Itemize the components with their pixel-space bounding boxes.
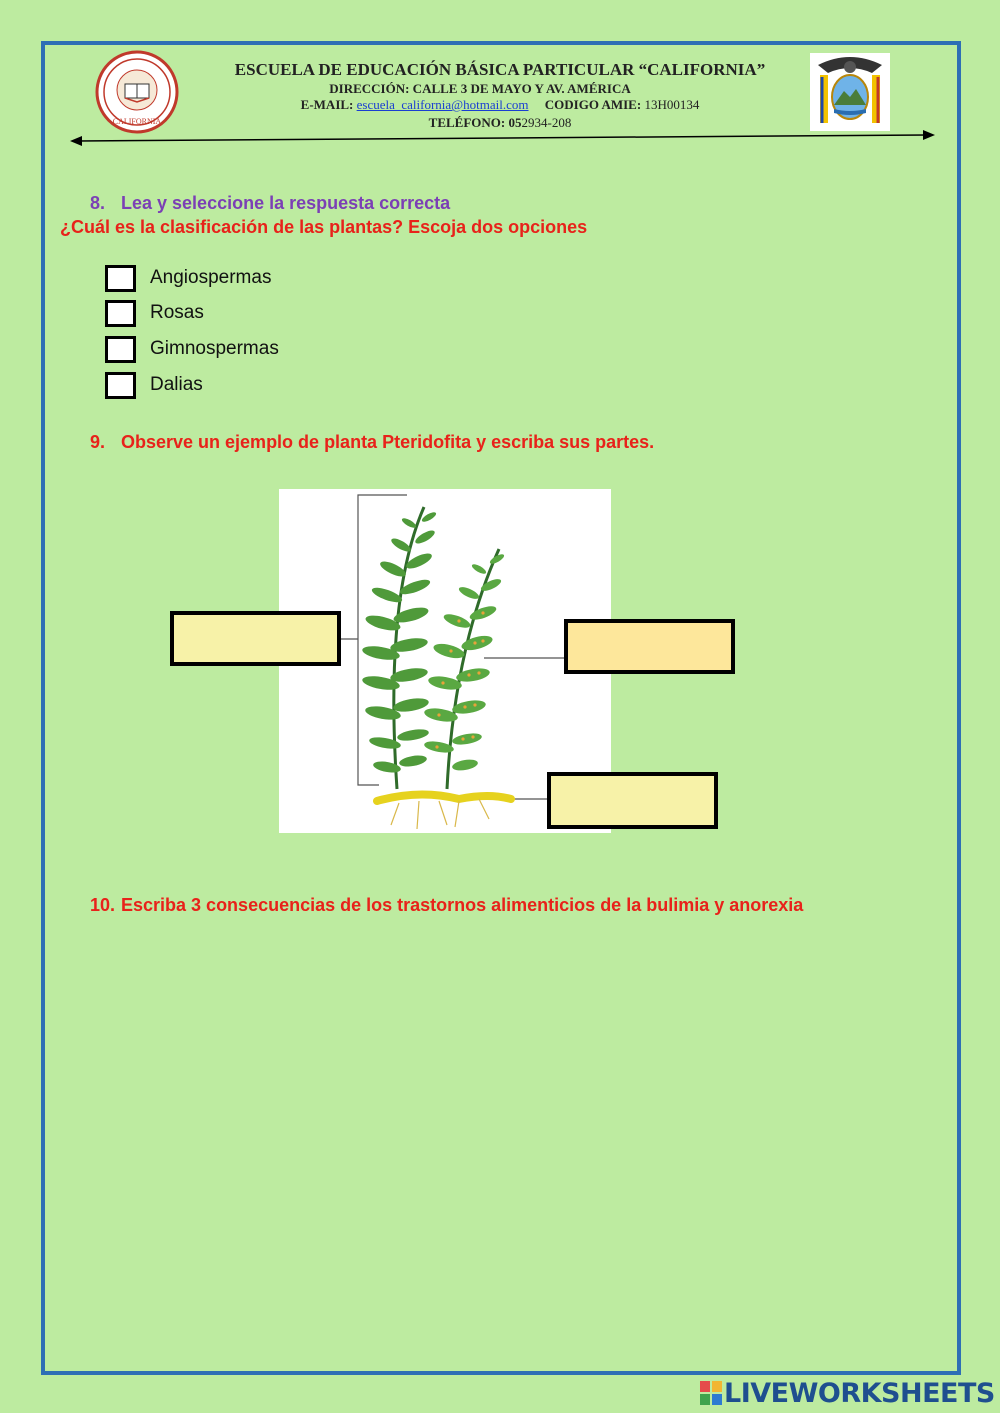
amie-label: CODIGO AMIE: bbox=[544, 97, 642, 112]
checkbox-gimnospermas[interactable] bbox=[105, 336, 136, 363]
question-9 bbox=[90, 432, 654, 453]
phone-prefix: 05 bbox=[508, 115, 522, 130]
school-name: ESCUELA DE EDUCACIÓN BÁSICA PARTICULAR “CALIFORNIA” bbox=[234, 60, 766, 79]
question-10-text: Escriba 3 consecuencias de los trastornos alimenticios de la bulimia y anorexia bbox=[121, 895, 804, 915]
logo-text: CALIFORNIA bbox=[112, 117, 162, 126]
email-link[interactable]: escuela_california@hotmail.com bbox=[356, 97, 529, 112]
liveworksheets-logo-icon bbox=[700, 1381, 722, 1405]
question-8-title: Lea y seleccione la respuesta correcta bbox=[121, 193, 451, 213]
answer-box-rizoma[interactable] bbox=[547, 772, 718, 829]
question-9-text: Observe un ejemplo de planta Pteridofita y escriba sus partes. bbox=[121, 432, 655, 452]
option-label: Rosas bbox=[150, 302, 204, 323]
option-label: Gimnospermas bbox=[150, 338, 279, 359]
option-label: Dalias bbox=[150, 374, 203, 395]
option-label: Angiospermas bbox=[150, 267, 272, 288]
question-10-number: 10. bbox=[90, 895, 116, 915]
phone-line bbox=[330, 115, 670, 131]
phone-number: 2934-208 bbox=[521, 115, 572, 130]
header-divider-arrow bbox=[70, 130, 935, 146]
coat-of-arms-icon bbox=[810, 53, 890, 131]
amie-code: 13H00134 bbox=[644, 97, 700, 112]
brand-name: LIVEWORKSHEETS bbox=[724, 1378, 995, 1409]
question-10 bbox=[90, 895, 803, 916]
checkbox-rosas[interactable] bbox=[105, 300, 136, 327]
contact-line bbox=[200, 97, 800, 113]
phone-label: TELÉFONO: bbox=[428, 115, 506, 130]
checkbox-dalias[interactable] bbox=[105, 372, 136, 399]
answer-box-soros[interactable] bbox=[564, 619, 735, 674]
question-8-instruction bbox=[90, 193, 450, 214]
school-address: DIRECCIÓN: CALLE 3 DE MAYO Y AV. AMÉRICA bbox=[329, 81, 631, 96]
question-8-number: 8. bbox=[90, 193, 106, 213]
answer-box-fronde[interactable] bbox=[170, 611, 341, 666]
question-9-number: 9. bbox=[90, 432, 106, 452]
question-8-text: ¿Cuál es la clasificación de las plantas? Escoja dos opciones bbox=[60, 217, 588, 237]
school-logo-icon bbox=[95, 50, 179, 134]
email-label: E-MAIL: bbox=[300, 97, 354, 112]
checkbox-angiospermas[interactable] bbox=[105, 265, 136, 292]
